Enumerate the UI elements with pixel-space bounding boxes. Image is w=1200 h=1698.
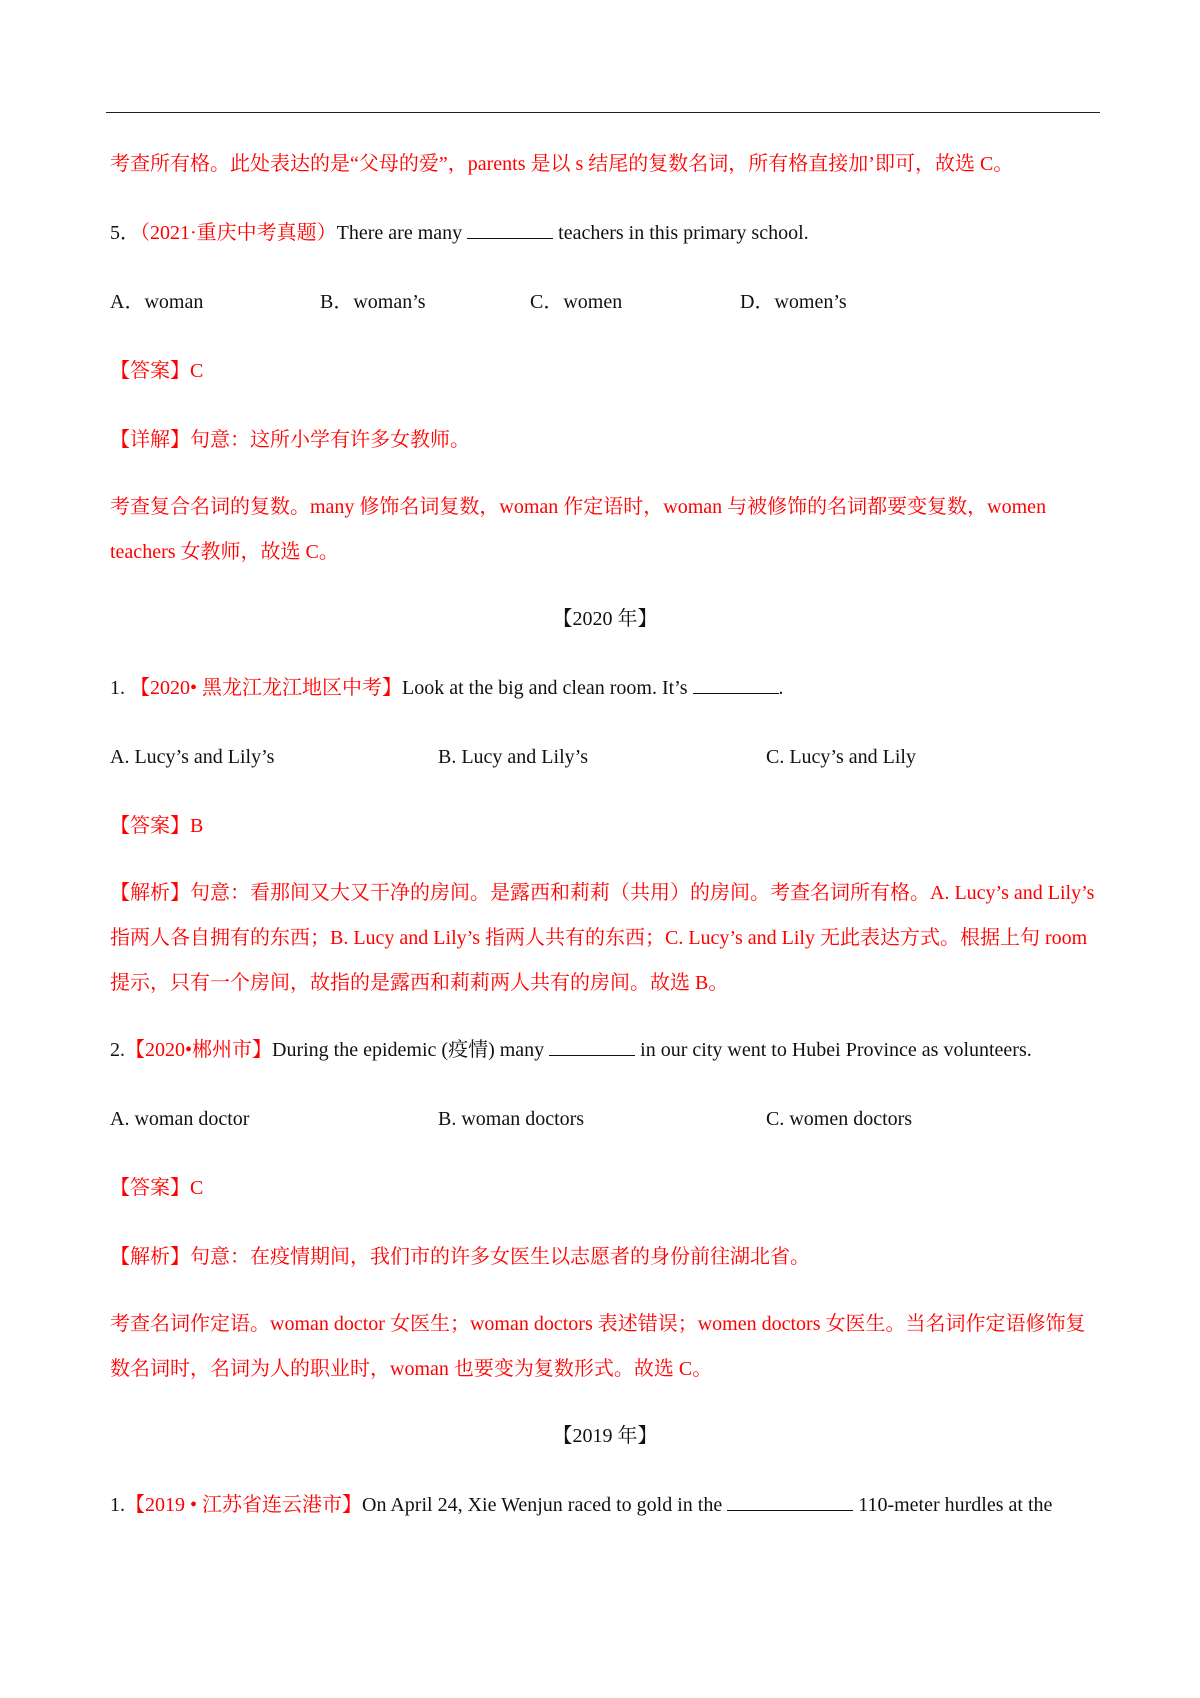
option-c: C．women bbox=[530, 291, 623, 313]
question-stem-before: There are many bbox=[336, 222, 463, 244]
option-a: A. woman doctor bbox=[110, 1108, 250, 1130]
question-2020-2 bbox=[110, 1026, 1100, 1075]
question-stem-after: . bbox=[778, 677, 784, 699]
options-2021-5 bbox=[110, 278, 1100, 327]
question-stem-before: Look at the big and clean room. It’s bbox=[402, 677, 688, 699]
question-2021-5 bbox=[110, 209, 1100, 258]
answer-blank bbox=[549, 1037, 635, 1056]
option-b: B．woman’s bbox=[320, 291, 426, 313]
answer-2020-1: 【答案】B bbox=[110, 815, 204, 837]
document-page bbox=[110, 140, 1100, 1550]
year-heading-2020: 【2020 年】 bbox=[552, 608, 658, 630]
analysis-2020-1: 【解析】句意：看那间又大又干净的房间。是露西和莉莉（共用）的房间。考查名词所有格。A. Lucy’s and Lily’s 指两人各自拥有的东西；B. Lucy and Lily’s 指两人共有的东西；C. Lucy’s and Lily 无此表达方式。根据上句 room 提示，只有一个房间，故指的是露西和莉莉两人共有的房间。故选 B。 bbox=[110, 882, 1095, 994]
question-source: 【2019 • 江苏省连云港市】 bbox=[125, 1494, 363, 1516]
option-b: B. Lucy and Lily’s bbox=[438, 746, 588, 768]
option-d: D．women’s bbox=[740, 291, 847, 313]
answer-2021-5: 【答案】C bbox=[110, 360, 204, 382]
detail-2021-5: 【详解】句意：这所小学有许多女教师。 bbox=[110, 429, 470, 451]
detail-2020-2: 【解析】句意：在疫情期间，我们市的许多女医生以志愿者的身份前往湖北省。 bbox=[110, 1246, 810, 1268]
intro-explanation: 考查所有格。此处表达的是“父母的爱”，parents 是以 s 结尾的复数名词，所有格直接加’即可，故选 C。 bbox=[110, 153, 1014, 175]
options-2020-2 bbox=[110, 1095, 1100, 1144]
analysis-2020-2: 考查名词作定语。woman doctor 女医生；woman doctors 表述错误；women doctors 女医生。当名词作定语修饰复数名词时，名词为人的职业时，woman 也要变为复数形式。故选 C。 bbox=[110, 1313, 1086, 1380]
answer-blank bbox=[693, 675, 779, 694]
question-number: 2. bbox=[110, 1039, 125, 1061]
option-a: A．woman bbox=[110, 291, 204, 313]
question-stem-before: During the epidemic (疫情) many bbox=[272, 1039, 545, 1061]
question-source: 【2020• 黑龙江龙江地区中考】 bbox=[130, 677, 403, 699]
options-2020-1 bbox=[110, 733, 1100, 782]
question-source: （2021·重庆中考真题） bbox=[140, 222, 337, 244]
question-stem-after: teachers in this primary school. bbox=[558, 222, 809, 244]
option-a: A. Lucy’s and Lily’s bbox=[110, 746, 275, 768]
analysis-2021-5: 考查复合名词的复数。many 修饰名词复数，woman 作定语时，woman 与被修饰的名词都要变复数，women teachers 女教师，故选 C。 bbox=[110, 496, 1047, 563]
header-rule bbox=[106, 112, 1100, 113]
question-2019-1 bbox=[110, 1481, 1100, 1530]
answer-blank bbox=[727, 1492, 853, 1511]
option-b: B. woman doctors bbox=[438, 1108, 585, 1130]
option-c: C. Lucy’s and Lily bbox=[766, 746, 916, 768]
answer-blank bbox=[467, 220, 553, 239]
question-stem-after: in our city went to Hubei Province as volunteers. bbox=[640, 1039, 1032, 1061]
year-heading-2019: 【2019 年】 bbox=[552, 1425, 658, 1447]
option-c: C. women doctors bbox=[766, 1108, 913, 1130]
question-source: 【2020•郴州市】 bbox=[125, 1039, 273, 1061]
question-stem-after: 110-meter hurdles at the bbox=[858, 1494, 1053, 1516]
answer-2020-2: 【答案】C bbox=[110, 1177, 204, 1199]
question-stem-before: On April 24, Xie Wenjun raced to gold in the bbox=[362, 1494, 723, 1516]
question-number: 5． bbox=[110, 222, 140, 244]
question-2020-1 bbox=[110, 664, 1100, 713]
question-number: 1. bbox=[110, 1494, 125, 1516]
question-number: 1. bbox=[110, 677, 125, 699]
